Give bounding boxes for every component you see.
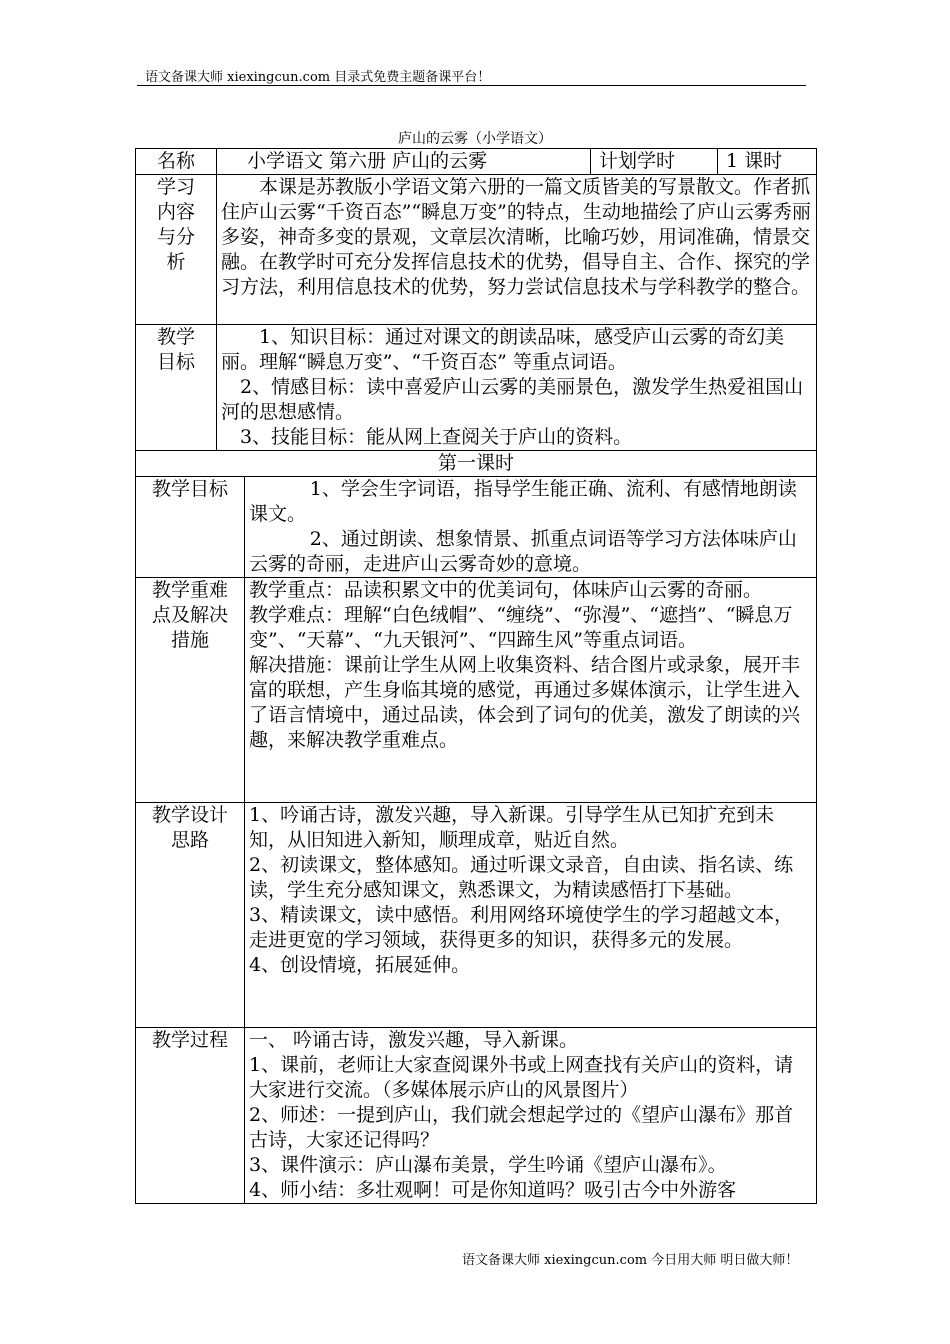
section-header: 第一课时	[136, 451, 817, 477]
objective-item: 1、知识目标：通过对课文的朗读品味，感受庐山云雾的奇幻美丽。理解“瞬息万变”、“千资百态” 等重点词语。	[221, 326, 785, 373]
objectives-label-text: 教学目标	[156, 326, 195, 373]
table-row	[136, 803, 817, 1028]
objectives-label	[136, 325, 217, 451]
design-content	[245, 803, 817, 1028]
name-label: 名称	[136, 149, 217, 175]
page-header: 语文备课大师 xiexingcun.com 目录式免费主题备课平台！	[145, 70, 491, 85]
design-item: 1、吟诵古诗，激发兴趣，导入新课。引导学生从已知扩充到未知，从旧知进入新知，顺理成章，贴近自然。	[249, 804, 775, 851]
table-row	[136, 149, 817, 175]
analysis-content	[217, 175, 817, 325]
lesson-plan-table	[135, 148, 817, 1204]
design-item: 4、创设情境，拓展延伸。	[249, 954, 471, 976]
table-row	[136, 451, 817, 477]
key-points-content	[245, 578, 817, 803]
lesson-objective-item: 1、学会生字词语，指导学生能正确、流利、有感情地朗读课文。	[249, 478, 797, 525]
design-label-text: 教学设计思路	[151, 804, 228, 851]
header-divider	[137, 85, 806, 86]
lesson-objective-item: 2、通过朗读、想象情景、抓重点词语等学习方法体味庐山云雾的奇丽，走进庐山云雾奇妙的意境。	[249, 528, 797, 575]
process-item: 3、课件演示：庐山瀑布美景，学生吟诵《望庐山瀑布》。	[249, 1154, 727, 1176]
key-point-item: 教学难点：理解“白色绒帽”、“缠绕”、“弥漫”、“遮挡”、“瞬息万变”、“天幕”、“九天银河”、“四蹄生风”等重点词语。	[249, 604, 793, 651]
process-item: 1、课前，老师让大家查阅课外书或上网查找有关庐山的资料，请大家进行交流。（多媒体展示庐山的风景图片）	[249, 1054, 794, 1101]
plan-hours-label: 计划学时	[591, 149, 718, 175]
lesson-objectives-label: 教学目标	[136, 477, 245, 578]
analysis-label	[136, 175, 217, 325]
objectives-content	[217, 325, 817, 451]
process-item: 2、师述：一提到庐山，我们就会想起学过的《望庐山瀑布》那首古诗，大家还记得吗？	[249, 1104, 794, 1151]
table-row	[136, 477, 817, 578]
design-label	[136, 803, 245, 1028]
key-points-label-text: 教学重难点及解决措施	[151, 579, 228, 651]
process-item: 一、 吟诵古诗，激发兴趣，导入新课。	[249, 1029, 579, 1051]
objective-item: 2、情感目标：读中喜爱庐山云雾的美丽景色，激发学生热爱祖国山河的思想感情。	[221, 376, 804, 423]
process-label: 教学过程	[136, 1028, 245, 1204]
table-row	[136, 1028, 817, 1204]
plan-hours-value: 1 课时	[718, 149, 817, 175]
analysis-text: 本课是苏教版小学语文第六册的一篇文质皆美的写景散文。作者抓住庐山云雾“千资百态”“瞬息万变”的特点，生动地描绘了庐山云雾秀丽多姿，神奇多变的景观，文章层次清晰，比喻巧妙，用词准确，情景交融。在教学时可充分发挥信息技术的优势，倡导自主、合作、探究的学习方法，利用信息技术的优势，努力尝试信息技术与学科教学的整合。	[221, 176, 811, 298]
key-points-label	[136, 578, 245, 803]
page-footer: 语文备课大师 xiexingcun.com 今日用大师 明日做大师！	[462, 1253, 799, 1268]
document-title: 庐山的云雾（小学语文）	[398, 131, 552, 147]
key-point-item: 解决措施：课前让学生从网上收集资料、结合图片或录象，展开丰富的联想，产生身临其境的感觉，再通过多媒体演示，让学生进入了语言情境中，通过品读，体会到了词句的优美，激发了朗读的兴趣，来解决教学重难点。	[249, 654, 801, 751]
objective-item: 3、技能目标：能从网上查阅关于庐山的资料。	[240, 426, 633, 448]
lesson-objectives-content	[245, 477, 817, 578]
name-value: 小学语文 第六册 庐山的云雾	[217, 149, 591, 175]
key-point-item: 教学重点：品读积累文中的优美词句，体味庐山云雾的奇丽。	[249, 579, 763, 601]
analysis-label-text: 学习内容与分析	[156, 176, 195, 273]
design-item: 2、初读课文，整体感知。通过听课文录音，自由读、指名读、练读，学生充分感知课文，熟悉课文，为精读感悟打下基础。	[249, 854, 794, 901]
table-row	[136, 175, 817, 325]
table-row	[136, 578, 817, 803]
process-item: 4、师小结：多壮观啊！可是你知道吗？吸引古今中外游客	[249, 1179, 737, 1201]
process-content	[245, 1028, 817, 1204]
design-item: 3、精读课文，读中感悟。利用网络环境使学生的学习超越文本，走进更宽的学习领域，获得更多的知识，获得多元的发展。	[249, 904, 794, 951]
table-row	[136, 325, 817, 451]
